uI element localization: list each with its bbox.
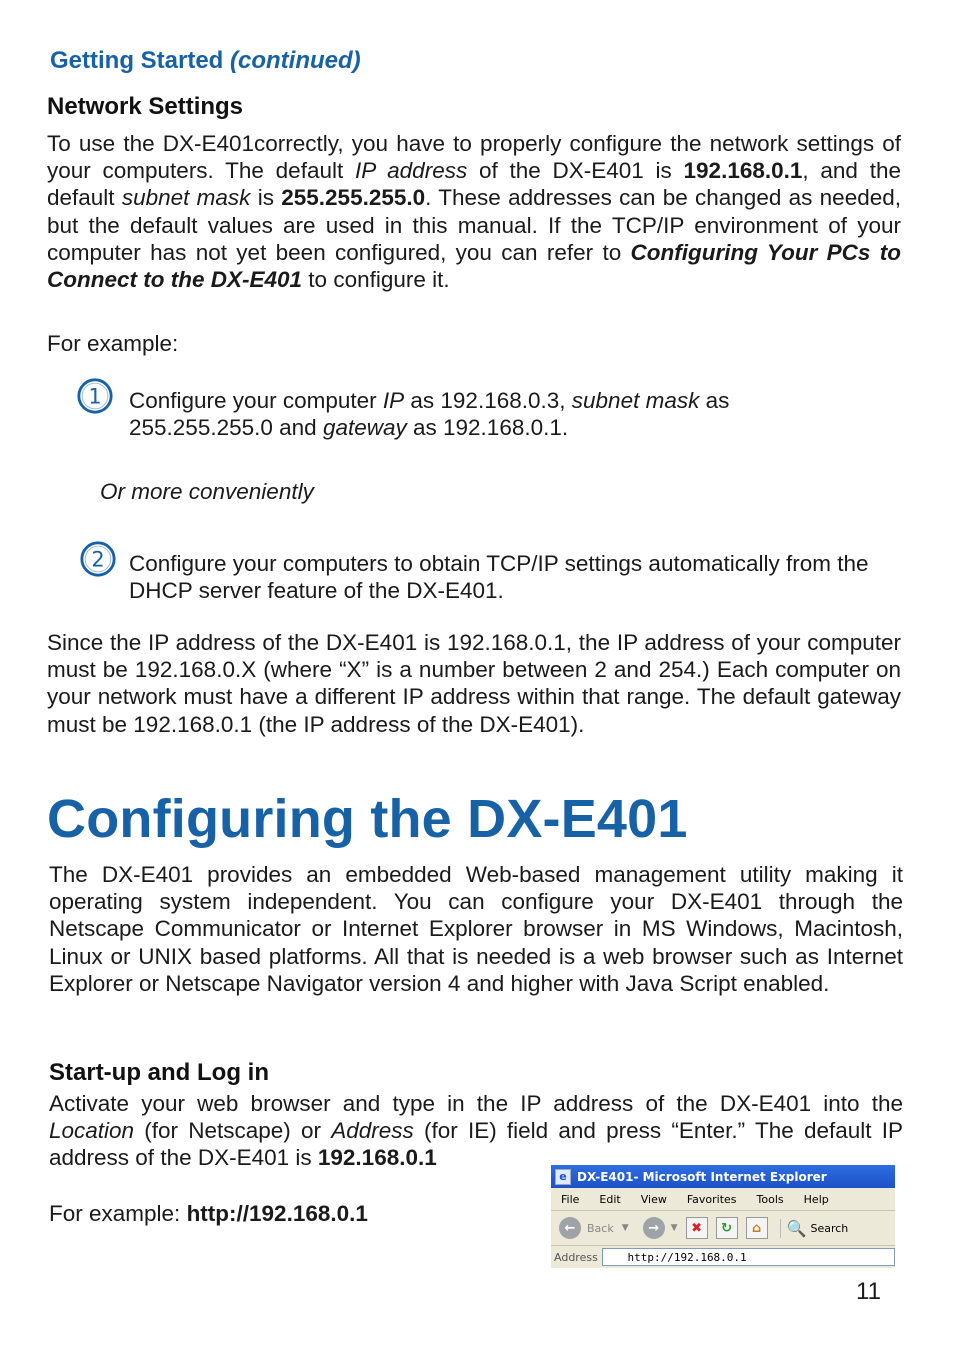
step-two-icon: [79, 540, 117, 583]
search-label: Search: [810, 1221, 849, 1235]
step-one-icon: [76, 377, 114, 420]
menu-file[interactable]: File: [561, 1192, 580, 1206]
back-label: Back: [587, 1221, 614, 1235]
for-example-label: For example:: [47, 331, 179, 356]
forward-button[interactable]: [643, 1217, 678, 1239]
browser-title-bar: [551, 1165, 895, 1188]
stop-icon[interactable]: ✖: [686, 1217, 708, 1239]
startup-heading: Start-up and Log in: [49, 1059, 269, 1086]
menu-favorites[interactable]: Favorites: [686, 1192, 737, 1206]
back-dropdown-icon: ▼: [621, 1223, 629, 1233]
or-more-conveniently: Or more conveniently: [100, 479, 314, 504]
search-icon: 🔍: [786, 1218, 807, 1238]
forward-arrow-icon: →: [643, 1217, 665, 1239]
back-arrow-icon: ←: [559, 1217, 581, 1239]
menu-tools[interactable]: Tools: [756, 1192, 784, 1206]
menu-edit[interactable]: Edit: [599, 1192, 621, 1206]
forward-dropdown-icon: ▼: [670, 1223, 678, 1233]
section-suffix: (continued): [230, 47, 361, 74]
address-input[interactable]: http://192.168.0.1: [602, 1248, 895, 1266]
browser-toolbar: [551, 1211, 895, 1246]
step-two-text: Configure your computers to obtain TCP/IP settings automatically from the DHCP server feature of the DX-E401.: [129, 551, 869, 603]
page-number: 11: [856, 1278, 881, 1305]
menu-help[interactable]: Help: [803, 1192, 829, 1206]
startup-paragraph: Activate your web browser and type in the IP address of the DX-E401 into the Location (for Netscape) or Address (for IE) field and press “Enter.” The default IP address of the DX-E401 is 192.168.0.1: [49, 1091, 903, 1171]
configuring-paragraph: The DX-E401 provides an embedded Web-based management utility making it operating system independent. You can configure your DX-E401 through the Netscape Communicator or Internet Explorer browser in MS Windows, Macintosh, Linux or UNIX based platforms. All that is needed is a web browser such as Internet Explorer or Netscape Navigator version 4 and higher with Java Script enabled.: [49, 862, 903, 996]
browser-screenshot: [551, 1165, 895, 1268]
search-button[interactable]: [780, 1219, 849, 1238]
step-one-text: Configure your computer IP as 192.168.0.3, subnet mask as 255.255.255.0 and gateway as 192.168.0.1.: [129, 388, 730, 440]
example-url: http://192.168.0.1: [186, 1201, 368, 1226]
menu-view[interactable]: View: [640, 1192, 667, 1206]
address-label: Address: [554, 1250, 598, 1264]
section-title: Getting Started: [50, 47, 224, 74]
section-label: [50, 47, 361, 75]
back-button[interactable]: [559, 1217, 629, 1239]
configuring-title: Configuring the DX-E401: [47, 789, 688, 849]
network-settings-heading: Network Settings: [47, 93, 244, 120]
ip-range-paragraph: Since the IP address of the DX-E401 is 192.168.0.1, the IP address of your computer must be 192.168.0.X (where “X” is a number between 2 and 254.) Each computer on your network must have a different IP address within that range. The default gateway must be 192.168.0.1 (the IP address of the DX-E401).: [47, 630, 901, 737]
network-settings-paragraph: To use the DX-E401correctly, you have to properly configure the network settings of your computers. The default IP address of the DX-E401 is 192.168.0.1, and the default subnet mask is 255.255.255.0. These addresses can be changed as needed, but the default values are used in this manual. If the TCP/IP environment of your computer has not yet been configured, you can refer to Configuring Your PCs to Connect to the DX-E401 to configure it.: [47, 131, 901, 293]
startup-example: For example: http://192.168.0.1: [49, 1201, 368, 1226]
svg-text:1: 1: [88, 384, 102, 409]
address-bar: [551, 1246, 895, 1268]
browser-menu-bar: [551, 1188, 895, 1211]
browser-title: DX-E401- Microsoft Internet Explorer: [577, 1169, 827, 1184]
ie-logo-icon: e: [555, 1169, 571, 1185]
home-icon[interactable]: ⌂: [746, 1217, 768, 1239]
refresh-icon[interactable]: ↻: [716, 1217, 738, 1239]
svg-text:2: 2: [91, 547, 105, 572]
